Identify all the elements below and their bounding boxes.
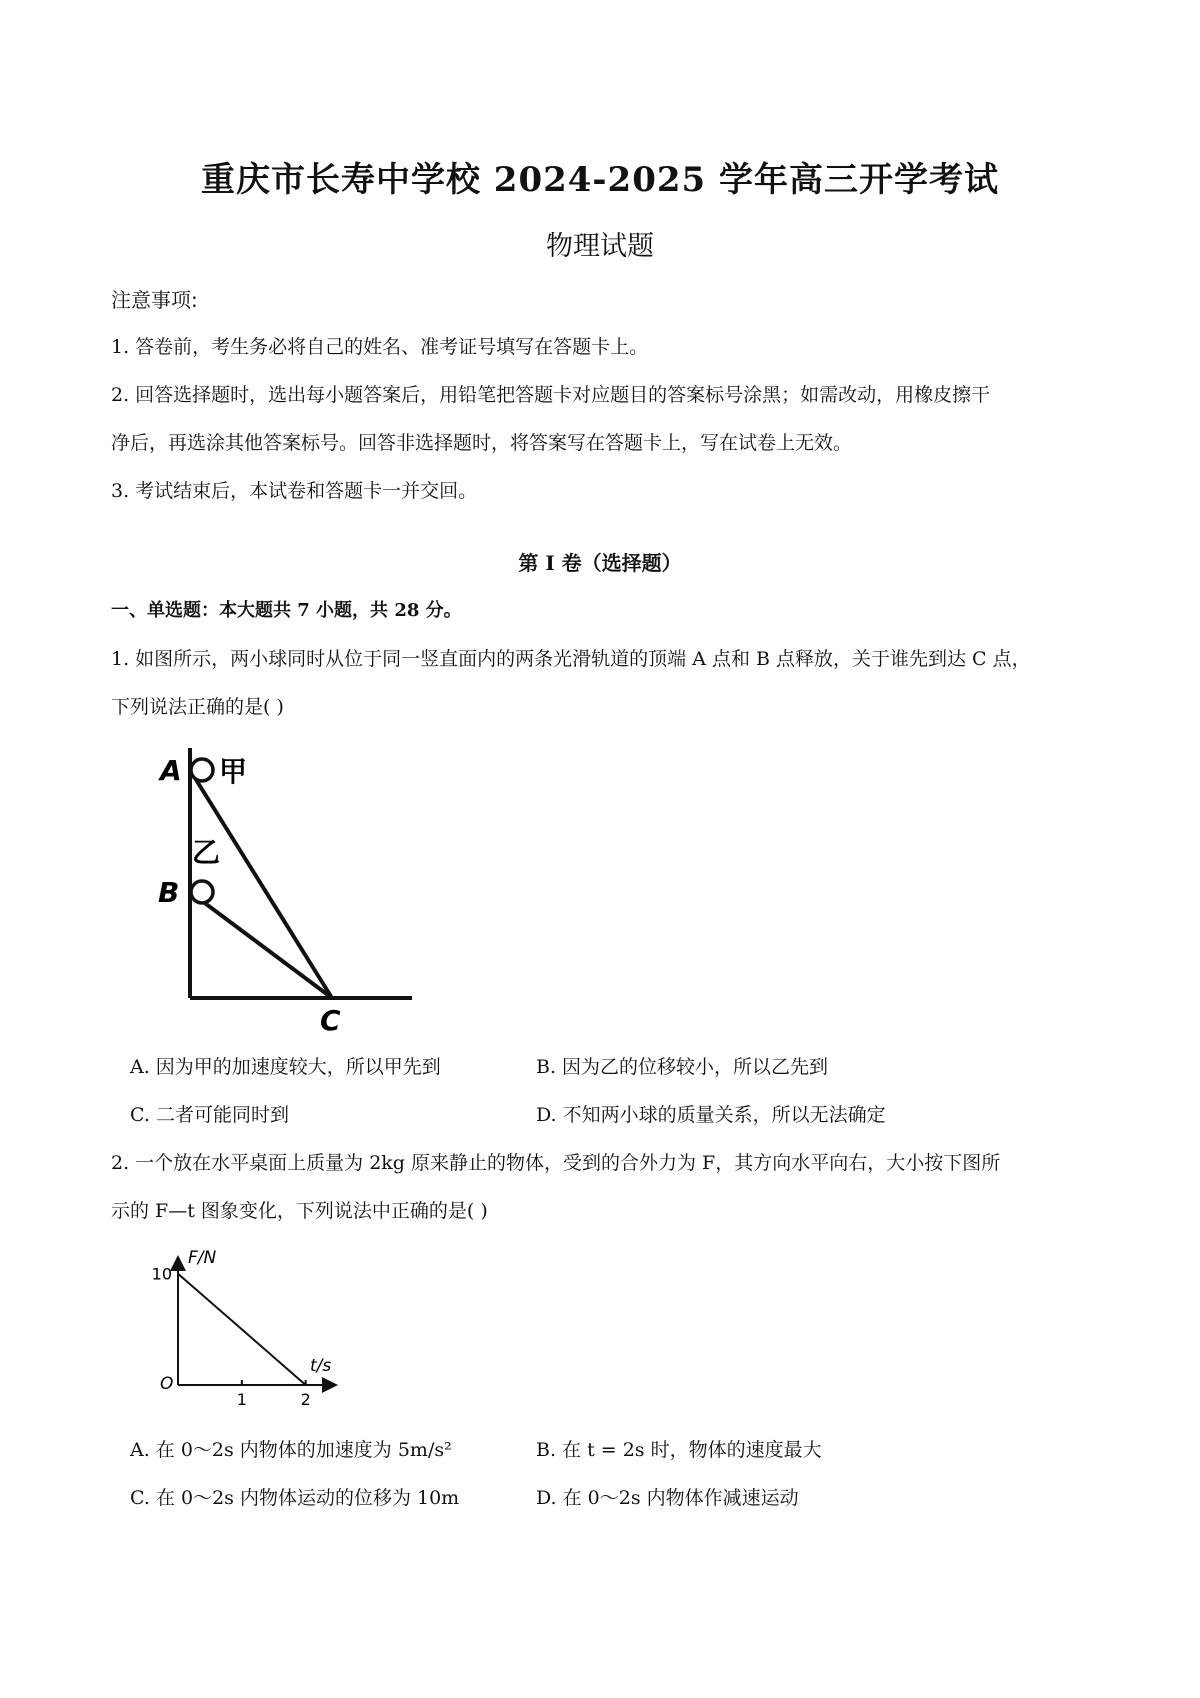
q1-option-d: D. 不知两小球的质量关系，所以无法确定: [536, 1104, 886, 1126]
exam-title: 重庆市长寿中学校 2024-2025 学年高三开学考试: [200, 160, 1000, 200]
q1-option-c: C. 二者可能同时到: [130, 1104, 289, 1126]
q2-stem-line2: 示的 F—t 图象变化，下列说法中正确的是( ): [111, 1200, 488, 1222]
notice-item-1: 1. 答卷前，考生务必将自己的姓名、准考证号填写在答题卡上。: [111, 336, 649, 358]
notice-heading: 注意事项:: [111, 288, 198, 312]
label-point-b: B: [158, 876, 180, 909]
notice-item-2: 2. 回答选择题时，选出每小题答案后，用铅笔把答题卡对应题目的答案标号涂黑；如需改动，用橡皮擦干: [111, 384, 991, 406]
force-series-line: [178, 1274, 306, 1385]
q1-figure: [150, 740, 430, 1040]
q1-stem-line1: 1. 如图所示，两小球同时从位于同一竖直面内的两条光滑轨道的顶端 A 点和 B 点释放，关于谁先到达 C 点，: [111, 648, 1031, 670]
q1-stem-line2: 下列说法正确的是( ): [111, 696, 284, 718]
notice-item-2-cont: 净后，再选涂其他答案标号。回答非选择题时，将答案写在答题卡上，写在试卷上无效。: [111, 432, 853, 454]
ball-yi: [191, 881, 213, 903]
q1-option-b: B. 因为乙的位移较小，所以乙先到: [536, 1056, 829, 1078]
notice-item-3: 3. 考试结束后，本试卷和答题卡一并交回。: [111, 480, 478, 502]
q2-option-a: A. 在 0～2s 内物体的加速度为 5m/s²: [130, 1439, 452, 1461]
track-b-c: [190, 892, 332, 998]
label-point-c: C: [320, 1004, 341, 1037]
q2-stem-line1: 2. 一个放在水平桌面上质量为 2kg 原来静止的物体，受到的合外力为 F，其方向水平向右，大小按下图所: [111, 1152, 1001, 1174]
x-tick-label: 1: [236, 1390, 247, 1409]
section-title: 第 I 卷（选择题）: [518, 551, 682, 575]
y-axis-label: F/N: [188, 1248, 217, 1268]
ball-jia: [191, 759, 213, 781]
part-heading: 一、单选题：本大题共 7 小题，共 28 分。: [111, 600, 462, 621]
label-point-a: A: [160, 754, 182, 787]
q2-ft-chart: [150, 1245, 360, 1420]
q1-option-a: A. 因为甲的加速度较大，所以甲先到: [130, 1056, 441, 1078]
x-tick-label: 2: [300, 1390, 311, 1409]
y-tick-label: 10: [151, 1264, 172, 1284]
x-axis-label: t/s: [310, 1356, 332, 1376]
exam-subtitle: 物理试题: [546, 231, 654, 262]
origin-label: O: [160, 1374, 174, 1394]
q2-option-b: B. 在 t = 2s 时，物体的速度最大: [536, 1439, 822, 1461]
label-ball-yi: 乙: [192, 836, 221, 869]
label-ball-jia: 甲: [219, 755, 248, 788]
q2-option-c: C. 在 0～2s 内物体运动的位移为 10m: [130, 1487, 460, 1509]
q2-option-d: D. 在 0～2s 内物体作减速运动: [536, 1487, 799, 1509]
